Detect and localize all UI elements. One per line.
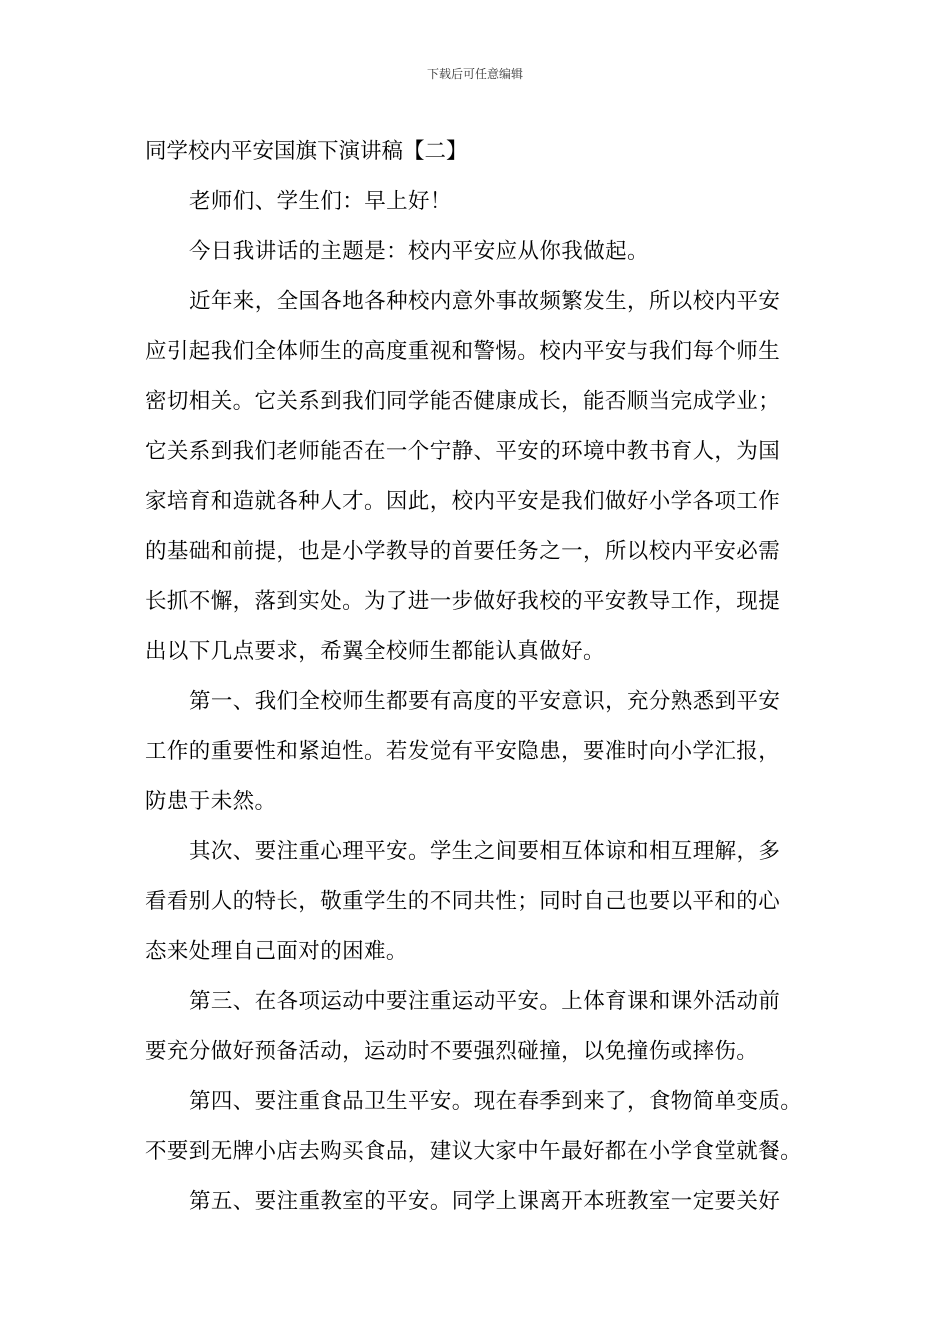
paragraph-point-4 [145, 1077, 810, 1177]
paragraph-point-2 [145, 827, 810, 977]
paragraph-greeting [145, 177, 810, 227]
paragraph-line: 不要到无牌小店去购买食品，建议大家中午最好都在小学食堂就餐。 [145, 1139, 803, 1164]
paragraph-line: 近年来，全国各地各种校内意外事故频繁发生，所以校内平安 [189, 289, 781, 314]
paragraph-line: 出以下几点要求，希翼全校师生都能认真做好。 [145, 639, 605, 664]
paragraph-line: 第三、在各项运动中要注重运动平安。上体育课和课外活动前 [189, 989, 781, 1014]
paragraph-line: 家培育和造就各种人才。因此，校内平安是我们做好小学各项工作 [145, 489, 781, 514]
paragraph-line: 要充分做好预备活动，运动时不要强烈碰撞，以免撞伤或摔伤。 [145, 1039, 759, 1064]
paragraph-point-3 [145, 977, 810, 1077]
document-body [145, 127, 810, 1227]
paragraph-line: 老师们、学生们：早上好！ [189, 189, 452, 214]
paragraph-theme [145, 227, 810, 277]
paragraph-line: 工作的重要性和紧迫性。若发觉有平安隐患，要准时向小学汇报， [145, 739, 781, 764]
paragraph-line: 它关系到我们老师能否在一个宁静、平安的环境中教书育人，为国 [145, 439, 781, 464]
page-header: 下载后可任意编辑 [426, 67, 523, 81]
paragraph-point-5 [145, 1177, 810, 1227]
paragraph-line: 其次、要注重心理平安。学生之间要相互体谅和相互理解，多 [189, 839, 781, 864]
paragraph-line: 态来处理自己面对的困难。 [145, 939, 408, 964]
paragraph-line: 的基础和前提，也是小学教导的首要任务之一，所以校内平安必需 [145, 539, 781, 564]
paragraph-line: 第一、我们全校师生都要有高度的平安意识，充分熟悉到平安 [189, 689, 781, 714]
paragraph-line: 长抓不懈，落到实处。为了进一步做好我校的平安教导工作，现提 [145, 589, 781, 614]
paragraph-line: 密切相关。它关系到我们同学能否健康成长，能否顺当完成学业； [145, 389, 781, 414]
paragraph-point-1 [145, 677, 810, 827]
document-title: 同学校内平安国旗下演讲稿【二】 [145, 139, 468, 164]
paragraph-line: 第四、要注重食品卫生平安。现在春季到来了，食物简单变质。 [189, 1089, 803, 1114]
paragraph-intro [145, 277, 810, 677]
paragraph-line: 防患于未然。 [145, 789, 277, 814]
paragraph-line: 今日我讲话的主题是：校内平安应从你我做起。 [189, 239, 649, 264]
paragraph-line: 应引起我们全体师生的高度重视和警惕。校内平安与我们每个师生 [145, 339, 781, 364]
paragraph-line: 第五、要注重教室的平安。同学上课离开本班教室一定要关好 [189, 1189, 781, 1214]
paragraph-line: 看看别人的特长，敬重学生的不同共性；同时自己也要以平和的心 [145, 889, 781, 914]
